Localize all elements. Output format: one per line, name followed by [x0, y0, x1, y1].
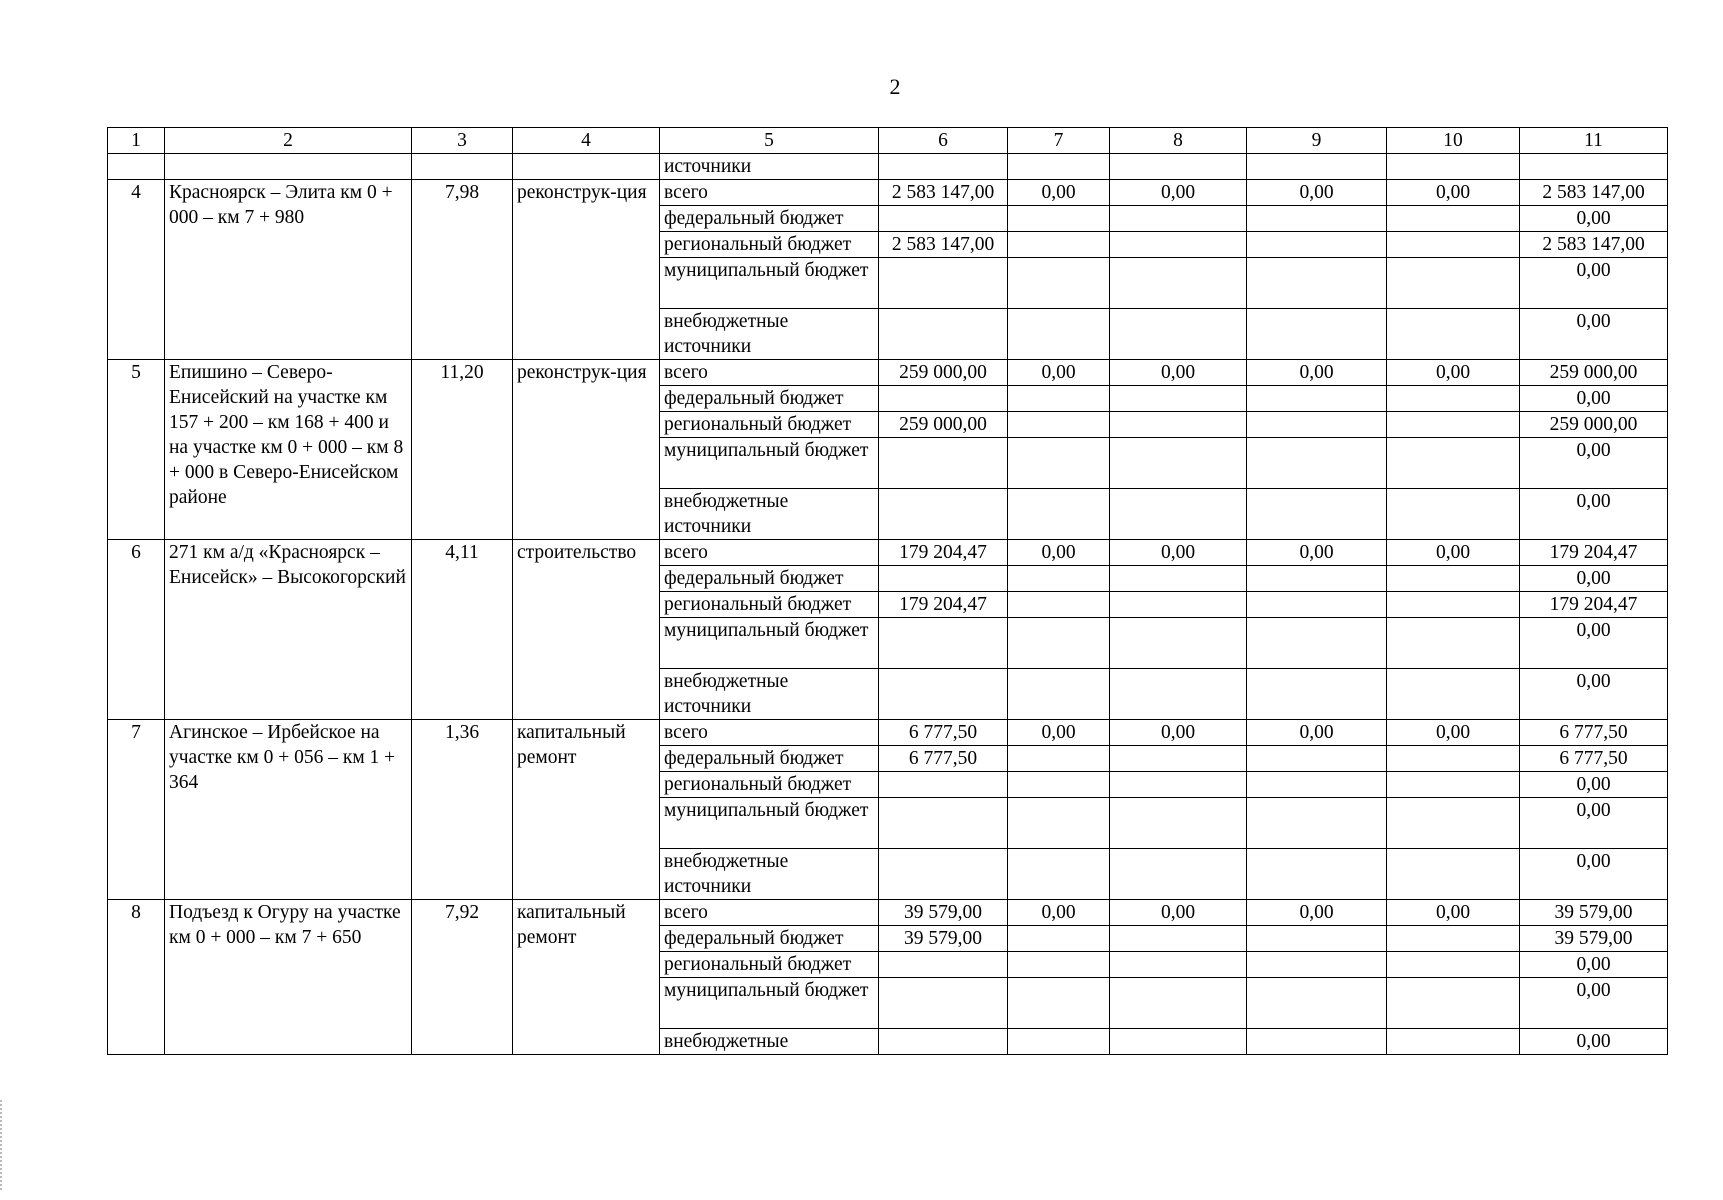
project-name: Подъезд к Огуру на участке км 0 + 000 – км 7 + 650	[165, 900, 412, 1055]
amount-cell-c7	[1008, 206, 1110, 232]
amount-cell-c10	[1387, 952, 1520, 978]
amount-cell-c10	[1387, 592, 1520, 618]
amount-cell-c8	[1110, 412, 1247, 438]
amount-cell-c11: 2 583 147,00	[1520, 180, 1668, 206]
funding-source-label: внебюджетные источники	[660, 309, 879, 360]
amount-cell-c7	[1008, 952, 1110, 978]
amount-cell-c8: 0,00	[1110, 360, 1247, 386]
amount-cell-c11: 6 777,50	[1520, 720, 1668, 746]
amount-cell-c11: 0,00	[1520, 952, 1668, 978]
amount-cell-c8: 0,00	[1110, 180, 1247, 206]
amount-cell-c11: 0,00	[1520, 386, 1668, 412]
amount-cell-c8	[1110, 978, 1247, 1029]
funding-source-label: муниципальный бюджет	[660, 258, 879, 309]
project-length: 11,20	[412, 360, 513, 540]
column-header: 2	[165, 128, 412, 154]
amount-cell-c11: 0,00	[1520, 618, 1668, 669]
amount-cell-c7	[1008, 258, 1110, 309]
amount-cell-c6	[879, 1029, 1008, 1055]
funding-source-label: федеральный бюджет	[660, 926, 879, 952]
amount-cell-c10	[1387, 978, 1520, 1029]
funding-source-label: всего	[660, 180, 879, 206]
amount-cell-c7	[1008, 309, 1110, 360]
amount-cell-c6	[879, 309, 1008, 360]
table-row	[108, 540, 1668, 566]
funding-source-label: федеральный бюджет	[660, 386, 879, 412]
project-number: 6	[108, 540, 165, 720]
amount-cell-c9	[1247, 978, 1387, 1029]
amount-cell-c11: 0,00	[1520, 772, 1668, 798]
table-cell	[165, 154, 412, 180]
amount-cell-c9	[1247, 926, 1387, 952]
amount-cell-c8	[1110, 438, 1247, 489]
amount-cell-c6	[879, 772, 1008, 798]
table-cell	[1387, 154, 1520, 180]
amount-cell-c11: 259 000,00	[1520, 360, 1668, 386]
table-row	[108, 180, 1668, 206]
project-length: 1,36	[412, 720, 513, 900]
amount-cell-c10	[1387, 798, 1520, 849]
column-number-header-row	[108, 128, 1668, 154]
amount-cell-c11: 0,00	[1520, 489, 1668, 540]
amount-cell-c11: 0,00	[1520, 206, 1668, 232]
amount-cell-c6	[879, 489, 1008, 540]
table-cell	[1247, 154, 1387, 180]
column-header: 5	[660, 128, 879, 154]
funding-source-label: муниципальный бюджет	[660, 978, 879, 1029]
amount-cell-c10	[1387, 746, 1520, 772]
table-cell	[108, 154, 165, 180]
amount-cell-c7	[1008, 849, 1110, 900]
amount-cell-c10	[1387, 412, 1520, 438]
amount-cell-c11: 0,00	[1520, 849, 1668, 900]
table-row	[108, 360, 1668, 386]
project-number: 7	[108, 720, 165, 900]
amount-cell-c11: 0,00	[1520, 798, 1668, 849]
amount-cell-c8	[1110, 772, 1247, 798]
table-cell	[412, 154, 513, 180]
funding-source-label: всего	[660, 720, 879, 746]
amount-cell-c8	[1110, 798, 1247, 849]
amount-cell-c11: 0,00	[1520, 566, 1668, 592]
amount-cell-c10	[1387, 309, 1520, 360]
amount-cell-c11: 0,00	[1520, 1029, 1668, 1055]
amount-cell-c8: 0,00	[1110, 540, 1247, 566]
amount-cell-c9	[1247, 746, 1387, 772]
amount-cell-c9: 0,00	[1247, 540, 1387, 566]
funding-source-label: муниципальный бюджет	[660, 618, 879, 669]
column-header: 6	[879, 128, 1008, 154]
amount-cell-c11: 39 579,00	[1520, 900, 1668, 926]
column-header: 9	[1247, 128, 1387, 154]
project-length: 4,11	[412, 540, 513, 720]
funding-source-label: федеральный бюджет	[660, 206, 879, 232]
amount-cell-c6: 179 204,47	[879, 592, 1008, 618]
funding-source-label: региональный бюджет	[660, 592, 879, 618]
table-row	[108, 720, 1668, 746]
amount-cell-c9	[1247, 566, 1387, 592]
table-cell	[1520, 154, 1668, 180]
amount-cell-c10	[1387, 926, 1520, 952]
amount-cell-c6: 2 583 147,00	[879, 232, 1008, 258]
amount-cell-c6	[879, 798, 1008, 849]
amount-cell-c11: 0,00	[1520, 438, 1668, 489]
amount-cell-c9: 0,00	[1247, 360, 1387, 386]
amount-cell-c11: 0,00	[1520, 258, 1668, 309]
amount-cell-c9	[1247, 952, 1387, 978]
amount-cell-c11: 179 204,47	[1520, 540, 1668, 566]
amount-cell-c6	[879, 258, 1008, 309]
amount-cell-c8	[1110, 386, 1247, 412]
amount-cell-c6	[879, 952, 1008, 978]
amount-cell-c6: 179 204,47	[879, 540, 1008, 566]
amount-cell-c8	[1110, 592, 1247, 618]
amount-cell-c8	[1110, 1029, 1247, 1055]
table-cell	[1008, 154, 1110, 180]
funding-source-label: региональный бюджет	[660, 952, 879, 978]
table-cell	[879, 154, 1008, 180]
amount-cell-c10: 0,00	[1387, 720, 1520, 746]
column-header: 1	[108, 128, 165, 154]
funding-source-label: внебюджетные источники	[660, 669, 879, 720]
amount-cell-c8	[1110, 952, 1247, 978]
amount-cell-c9	[1247, 206, 1387, 232]
amount-cell-c7	[1008, 592, 1110, 618]
funding-table	[107, 127, 1668, 1055]
amount-cell-c8	[1110, 618, 1247, 669]
amount-cell-c11: 39 579,00	[1520, 926, 1668, 952]
amount-cell-c7	[1008, 669, 1110, 720]
amount-cell-c9	[1247, 438, 1387, 489]
amount-cell-c7	[1008, 978, 1110, 1029]
amount-cell-c7	[1008, 412, 1110, 438]
project-length: 7,92	[412, 900, 513, 1055]
funding-source-label: федеральный бюджет	[660, 566, 879, 592]
amount-cell-c11: 0,00	[1520, 978, 1668, 1029]
amount-cell-c10	[1387, 438, 1520, 489]
amount-cell-c7	[1008, 438, 1110, 489]
amount-cell-c7: 0,00	[1008, 360, 1110, 386]
amount-cell-c7	[1008, 746, 1110, 772]
project-number: 4	[108, 180, 165, 360]
amount-cell-c10	[1387, 386, 1520, 412]
amount-cell-c6	[879, 438, 1008, 489]
amount-cell-c6	[879, 849, 1008, 900]
amount-cell-c7	[1008, 489, 1110, 540]
amount-cell-c11: 0,00	[1520, 669, 1668, 720]
funding-source-label: региональный бюджет	[660, 232, 879, 258]
amount-cell-c11: 2 583 147,00	[1520, 232, 1668, 258]
amount-cell-c8	[1110, 849, 1247, 900]
amount-cell-c8	[1110, 746, 1247, 772]
amount-cell-c7: 0,00	[1008, 180, 1110, 206]
amount-cell-c10: 0,00	[1387, 540, 1520, 566]
continuation-row	[108, 154, 1668, 180]
amount-cell-c7	[1008, 1029, 1110, 1055]
amount-cell-c10	[1387, 258, 1520, 309]
funding-source-label: муниципальный бюджет	[660, 798, 879, 849]
amount-cell-c11: 259 000,00	[1520, 412, 1668, 438]
amount-cell-c10	[1387, 618, 1520, 669]
amount-cell-c10	[1387, 566, 1520, 592]
amount-cell-c9: 0,00	[1247, 900, 1387, 926]
column-header: 7	[1008, 128, 1110, 154]
amount-cell-c7: 0,00	[1008, 720, 1110, 746]
project-work-type: капитальный ремонт	[513, 720, 660, 900]
table-cell	[1110, 154, 1247, 180]
amount-cell-c8	[1110, 926, 1247, 952]
funding-source-label: всего	[660, 900, 879, 926]
amount-cell-c10	[1387, 772, 1520, 798]
page-number: 2	[889, 74, 901, 99]
amount-cell-c6	[879, 618, 1008, 669]
amount-cell-c6: 259 000,00	[879, 412, 1008, 438]
amount-cell-c6	[879, 669, 1008, 720]
project-name: Красноярск – Элита км 0 + 000 – км 7 + 980	[165, 180, 412, 360]
project-number: 8	[108, 900, 165, 1055]
amount-cell-c7: 0,00	[1008, 540, 1110, 566]
amount-cell-c6: 259 000,00	[879, 360, 1008, 386]
project-name: Епишино – Северо-Енисейский на участке км 157 + 200 – км 168 + 400 и на участке км 0 + 000 – км 8 + 000 в Северо-Енисейском районе	[165, 360, 412, 540]
amount-cell-c10	[1387, 489, 1520, 540]
project-work-type: капитальный ремонт	[513, 900, 660, 1055]
amount-cell-c7	[1008, 386, 1110, 412]
amount-cell-c9	[1247, 618, 1387, 669]
amount-cell-c11: 6 777,50	[1520, 746, 1668, 772]
amount-cell-c7: 0,00	[1008, 900, 1110, 926]
column-header: 3	[412, 128, 513, 154]
amount-cell-c6	[879, 978, 1008, 1029]
funding-source-label: всего	[660, 540, 879, 566]
funding-source-label: внебюджетные источники	[660, 489, 879, 540]
amount-cell-c6	[879, 386, 1008, 412]
funding-source-label: всего	[660, 360, 879, 386]
funding-source-label: муниципальный бюджет	[660, 438, 879, 489]
column-header: 11	[1520, 128, 1668, 154]
amount-cell-c8: 0,00	[1110, 720, 1247, 746]
amount-cell-c10	[1387, 206, 1520, 232]
project-length: 7,98	[412, 180, 513, 360]
project-name: Агинское – Ирбейское на участке км 0 + 056 – км 1 + 364	[165, 720, 412, 900]
funding-source-label: источники	[660, 154, 879, 180]
project-number: 5	[108, 360, 165, 540]
amount-cell-c9	[1247, 489, 1387, 540]
amount-cell-c10	[1387, 232, 1520, 258]
amount-cell-c9	[1247, 309, 1387, 360]
amount-cell-c6: 2 583 147,00	[879, 180, 1008, 206]
project-work-type: реконструк-ция	[513, 180, 660, 360]
amount-cell-c8	[1110, 669, 1247, 720]
amount-cell-c9	[1247, 669, 1387, 720]
amount-cell-c8	[1110, 489, 1247, 540]
amount-cell-c9	[1247, 772, 1387, 798]
amount-cell-c10: 0,00	[1387, 180, 1520, 206]
amount-cell-c9: 0,00	[1247, 180, 1387, 206]
amount-cell-c7	[1008, 926, 1110, 952]
amount-cell-c6	[879, 566, 1008, 592]
amount-cell-c6	[879, 206, 1008, 232]
table-row	[108, 900, 1668, 926]
amount-cell-c10	[1387, 669, 1520, 720]
amount-cell-c8	[1110, 232, 1247, 258]
amount-cell-c6: 39 579,00	[879, 926, 1008, 952]
amount-cell-c7	[1008, 772, 1110, 798]
table-cell	[513, 154, 660, 180]
amount-cell-c10: 0,00	[1387, 360, 1520, 386]
funding-source-label: внебюджетные источники	[660, 849, 879, 900]
amount-cell-c8: 0,00	[1110, 900, 1247, 926]
project-work-type: строительство	[513, 540, 660, 720]
amount-cell-c9: 0,00	[1247, 720, 1387, 746]
funding-source-label: региональный бюджет	[660, 412, 879, 438]
amount-cell-c8	[1110, 258, 1247, 309]
amount-cell-c10	[1387, 849, 1520, 900]
amount-cell-c9	[1247, 386, 1387, 412]
funding-source-label: региональный бюджет	[660, 772, 879, 798]
amount-cell-c8	[1110, 566, 1247, 592]
amount-cell-c7	[1008, 798, 1110, 849]
amount-cell-c8	[1110, 206, 1247, 232]
project-work-type: реконструк-ция	[513, 360, 660, 540]
amount-cell-c7	[1008, 566, 1110, 592]
amount-cell-c11: 179 204,47	[1520, 592, 1668, 618]
column-header: 10	[1387, 128, 1520, 154]
amount-cell-c9	[1247, 412, 1387, 438]
amount-cell-c10: 0,00	[1387, 900, 1520, 926]
funding-source-label: федеральный бюджет	[660, 746, 879, 772]
project-name: 271 км а/д «Красноярск – Енисейск» – Высокогорский	[165, 540, 412, 720]
amount-cell-c11: 0,00	[1520, 309, 1668, 360]
amount-cell-c6: 6 777,50	[879, 720, 1008, 746]
amount-cell-c7	[1008, 232, 1110, 258]
amount-cell-c9	[1247, 849, 1387, 900]
amount-cell-c10	[1387, 1029, 1520, 1055]
funding-source-label: внебюджетные	[660, 1029, 879, 1055]
amount-cell-c9	[1247, 232, 1387, 258]
amount-cell-c9	[1247, 592, 1387, 618]
column-header: 8	[1110, 128, 1247, 154]
amount-cell-c9	[1247, 258, 1387, 309]
amount-cell-c7	[1008, 618, 1110, 669]
amount-cell-c8	[1110, 309, 1247, 360]
scan-margin-mark	[0, 1100, 4, 1190]
amount-cell-c6: 39 579,00	[879, 900, 1008, 926]
amount-cell-c9	[1247, 1029, 1387, 1055]
column-header: 4	[513, 128, 660, 154]
amount-cell-c6: 6 777,50	[879, 746, 1008, 772]
amount-cell-c9	[1247, 798, 1387, 849]
